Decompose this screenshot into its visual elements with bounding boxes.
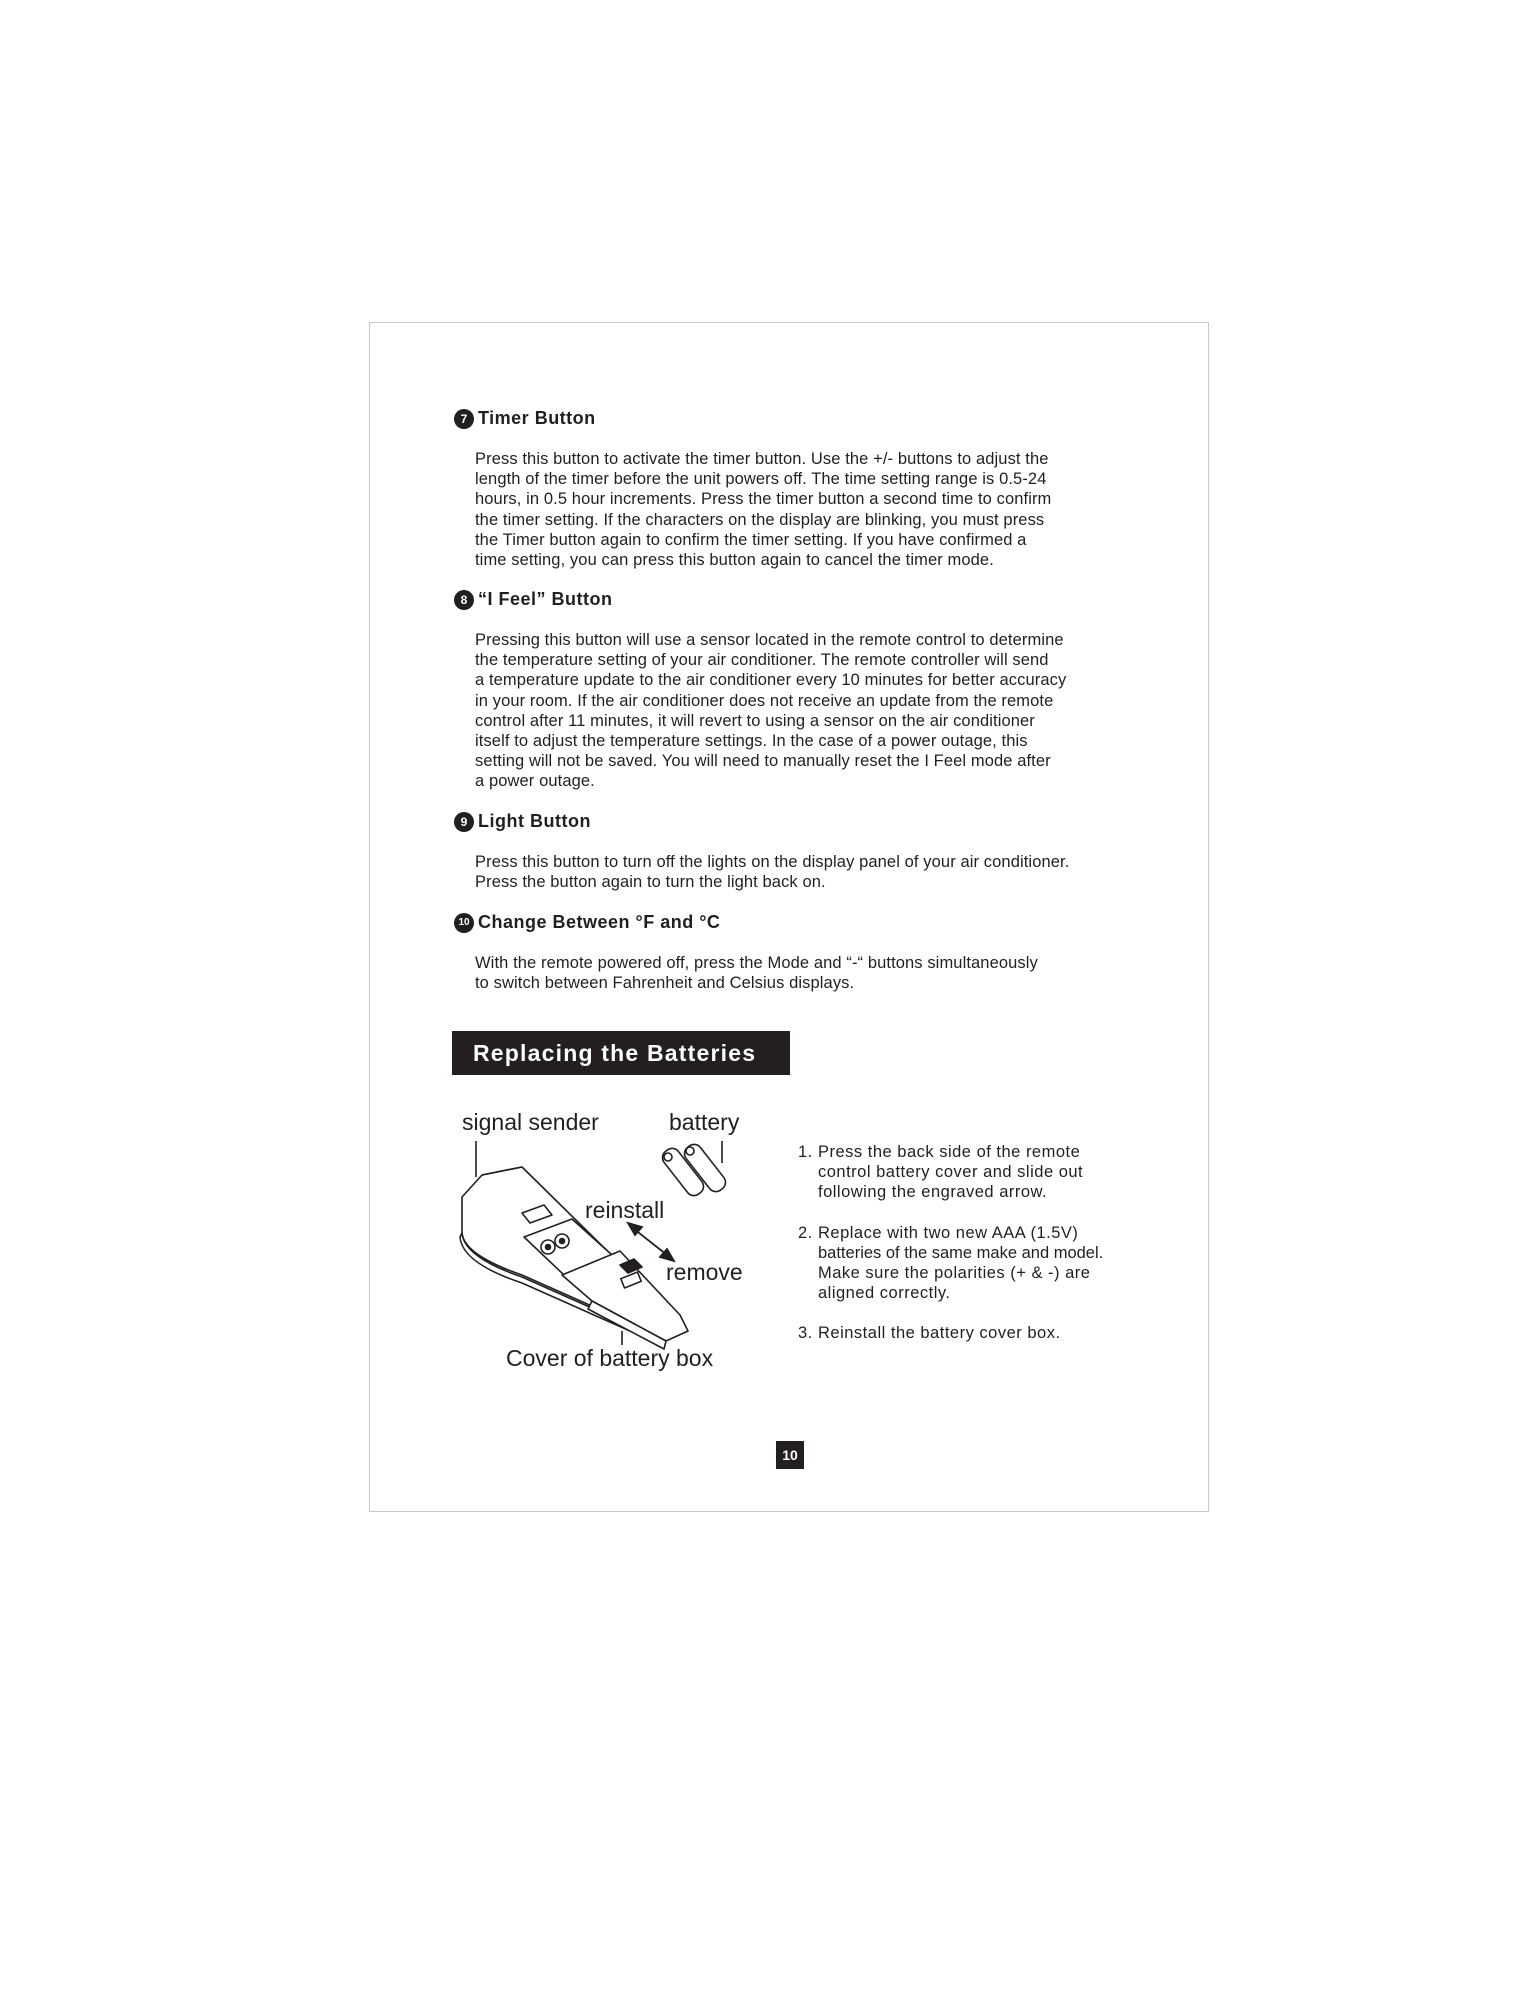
section-heading	[454, 811, 1134, 832]
page-number: 10	[776, 1441, 804, 1469]
battery-label: battery	[669, 1109, 740, 1135]
step-number: 3.	[798, 1324, 813, 1343]
body-line: a power outage.	[475, 772, 595, 791]
battery-steps-list	[798, 1142, 1138, 1364]
body-line: itself to adjust the temperature settings. In the case of a power outage, this	[475, 732, 1028, 751]
step-line: Replace with two new AAA (1.5V)	[818, 1223, 1079, 1242]
number-8-badge: 8	[454, 590, 474, 610]
step-line: following the engraved arrow.	[818, 1183, 1048, 1202]
number-7-badge: 7	[454, 409, 474, 429]
step-line: Press the back side of the remote	[818, 1143, 1081, 1161]
section-i-feel-button	[454, 589, 1134, 792]
section-body	[475, 852, 1134, 892]
battery-diagram	[452, 1105, 762, 1375]
batteries-title-bar: Replacing the Batteries	[452, 1031, 790, 1075]
section-title: “I Feel” Button	[478, 589, 613, 609]
step-line: control battery cover and slide out	[818, 1163, 1084, 1182]
signal-sender-label: signal sender	[462, 1109, 599, 1135]
section-heading	[454, 408, 1134, 429]
remove-label: remove	[666, 1259, 743, 1285]
reinstall-label: reinstall	[585, 1197, 665, 1223]
section-light-button	[454, 811, 1134, 892]
body-line: the temperature setting of your air conditioner. The remote controller will send	[475, 651, 1049, 670]
step-line: Reinstall the battery cover box.	[818, 1324, 1061, 1343]
section-heading	[454, 912, 1134, 933]
body-line: in your room. If the air conditioner does not receive an update from the remote	[475, 691, 1054, 710]
step-item	[798, 1323, 1138, 1343]
step-line: batteries of the same make and model.	[818, 1243, 1104, 1262]
section-change-f-c	[454, 912, 1134, 993]
body-line: length of the timer before the unit powers off. The time setting range is 0.5-24	[475, 470, 1047, 489]
body-line: With the remote powered off, press the Mode and “-“ buttons simultaneously	[475, 954, 1038, 972]
body-line: to switch between Fahrenheit and Celsius displays.	[475, 974, 855, 993]
step-number: 1.	[798, 1143, 813, 1161]
section-body	[475, 953, 1134, 993]
body-line: control after 11 minutes, it will revert to using a sensor on the air conditioner	[475, 711, 1035, 730]
section-title: Change Between °F and °C	[478, 912, 721, 932]
section-heading	[454, 589, 1134, 610]
body-line: Pressing this button will use a sensor located in the remote control to determine	[475, 631, 1064, 649]
body-line: the timer setting. If the characters on the display are blinking, you must press	[475, 510, 1045, 529]
body-line: Press this button to turn off the lights on the display panel of your air conditioner.	[475, 853, 1070, 871]
body-line: hours, in 0.5 hour increments. Press the timer button a second time to confirm	[475, 490, 1052, 509]
section-title: Timer Button	[478, 408, 596, 428]
body-line: time setting, you can press this button again to cancel the timer mode.	[475, 551, 994, 570]
body-line: Press this button to activate the timer button. Use the +/- buttons to adjust the	[475, 450, 1049, 468]
section-timer-button	[454, 408, 1134, 570]
body-line: setting will not be saved. You will need to manually reset the I Feel mode after	[475, 752, 1051, 771]
number-9-badge: 9	[454, 812, 474, 832]
section-title: Light Button	[478, 811, 591, 831]
remote-illustration	[452, 1105, 762, 1375]
step-item	[798, 1142, 1138, 1203]
body-line: the Timer button again to confirm the timer setting. If you have confirmed a	[475, 530, 1027, 549]
section-body	[475, 449, 1134, 570]
step-line: aligned correctly.	[818, 1284, 951, 1303]
cover-of-battery-box-label: Cover of battery box	[506, 1345, 714, 1371]
body-line: Press the button again to turn the light back on.	[475, 873, 826, 892]
body-line: a temperature update to the air conditioner every 10 minutes for better accuracy	[475, 671, 1067, 690]
step-number: 2.	[798, 1223, 813, 1242]
step-line: Make sure the polarities (+ & -) are	[818, 1264, 1091, 1283]
number-10-badge: 10	[454, 913, 474, 933]
section-body	[475, 630, 1134, 792]
step-item	[798, 1223, 1138, 1304]
